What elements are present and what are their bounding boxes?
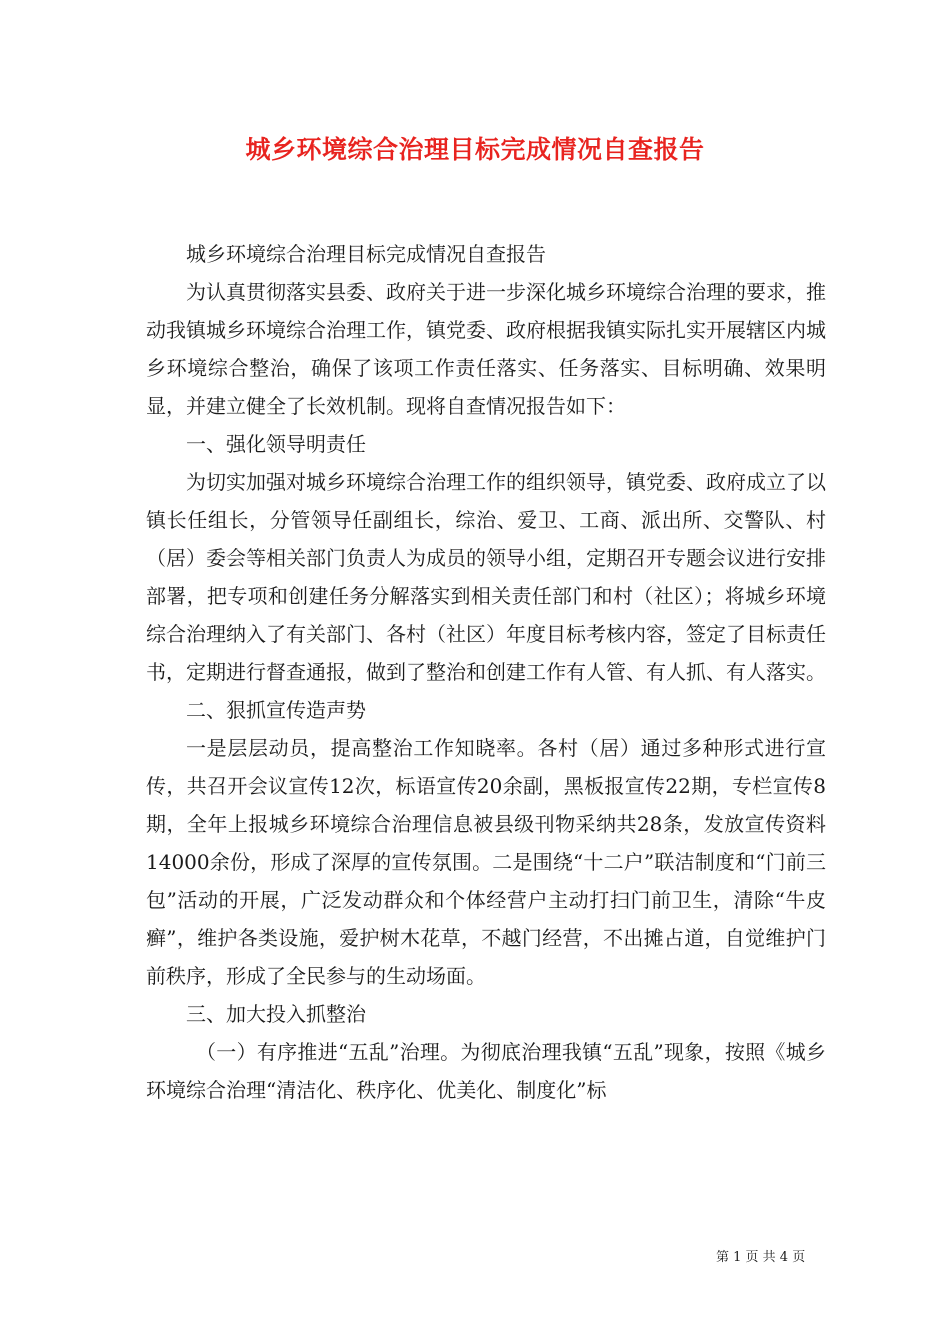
section-heading-3: 三、加大投入抓整治 <box>186 1002 366 1026</box>
page-number: 第 1 页 共 4 页 <box>716 1250 806 1265</box>
paragraph-section-1: 为切实加强对城乡环境综合治理工作的组织领导，镇党委、政府成立了以镇长任组长，分管领导任副组长，综治、爱卫、工商、派出所、交警队、村（居）委会等相关部门负责人为成员的领导小组，定期召开专题会议进行安排部署，把专项和创建任务分解落实到相关责任部门和村（社区）；将城乡环境综合治理纳入了有关部门、各村（社区）年度目标考核内容，签定了目标责任书，定期进行督查通报，做到了整治和创建工作有人管、有人抓、有人落实。 <box>146 470 826 684</box>
body-subtitle: 城乡环境综合治理目标完成情况自查报告 <box>186 242 546 266</box>
page-title: 城乡环境综合治理目标完成情况自查报告 <box>245 135 705 164</box>
section-heading-1: 一、强化领导明责任 <box>186 432 366 456</box>
paragraph-section-2: 一是层层动员，提高整治工作知晓率。各村（居）通过多种形式进行宣传，共召开会议宣传12次，标语宣传20余副，黑板报宣传22期，专栏宣传8期，全年上报城乡环境综合治理信息被县级刊物采纳共28条，发放宣传资料14000余份，形成了深厚的宣传氛围。二是围绕“十二户”联洁制度和“门前三包”活动的开展，广泛发动群众和个体经营户主动打扫门前卫生，清除“牛皮癣”，维护各类设施，爱护树木花草，不越门经营，不出摊占道，自觉维护门前秩序，形成了全民参与的生动场面。 <box>146 736 826 988</box>
section-heading-2: 二、狠抓宣传造声势 <box>186 698 366 722</box>
paragraph-section-3-1: （一）有序推进“五乱”治理。为彻底治理我镇“五乱”现象，按照《城乡环境综合治理“清洁化、秩序化、优美化、制度化”标 <box>146 1040 826 1102</box>
paragraph-intro: 为认真贯彻落实县委、政府关于进一步深化城乡环境综合治理的要求，推动我镇城乡环境综合治理工作，镇党委、政府根据我镇实际扎实开展辖区内城乡环境综合整治，确保了该项工作责任落实、任务落实、目标明确、效果明显，并建立健全了长效机制。现将自查情况报告如下： <box>146 280 826 418</box>
document-body <box>146 235 826 1109</box>
